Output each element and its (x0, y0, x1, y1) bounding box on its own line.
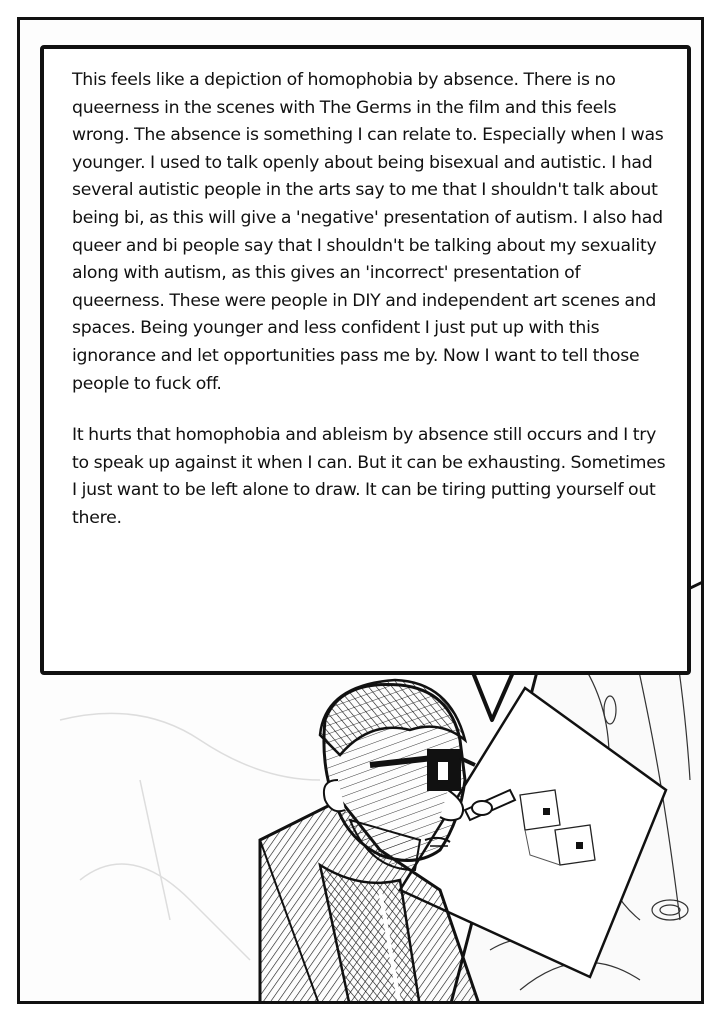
comic-panel (17, 17, 704, 1004)
speech-text-paragraph-2: It hurts that homophobia and ableism by absence still occurs and I try to speak up against it when I can. But it can be exhausting. Sometimes I just want to be left alone to draw. It can be tiring putting yourself out there. (72, 425, 666, 528)
speech-text-paragraph-1: This feels like a depiction of homophobia by absence. There is no queerness in the scenes with The Germs in the film and this feels wrong. The absence is something I can relate to. Especially when I was younger. I used to talk openly about being bisexual and autistic. I had several autistic people in the arts say to me that I shouldn't talk about being bi, as this will give a 'negative' presentation of autism. I also had queer and bi people say that I shouldn't be talking about my sexuality along with autism, as this gives an 'incorrect' presentation of queerness. These were people in DIY and independent art scenes and spaces. Being younger and less confident I just put up with this ignorance and let opportunities pass me by. Now I want to tell those people to fuck off. (72, 70, 664, 394)
speech-bubble (40, 45, 691, 675)
